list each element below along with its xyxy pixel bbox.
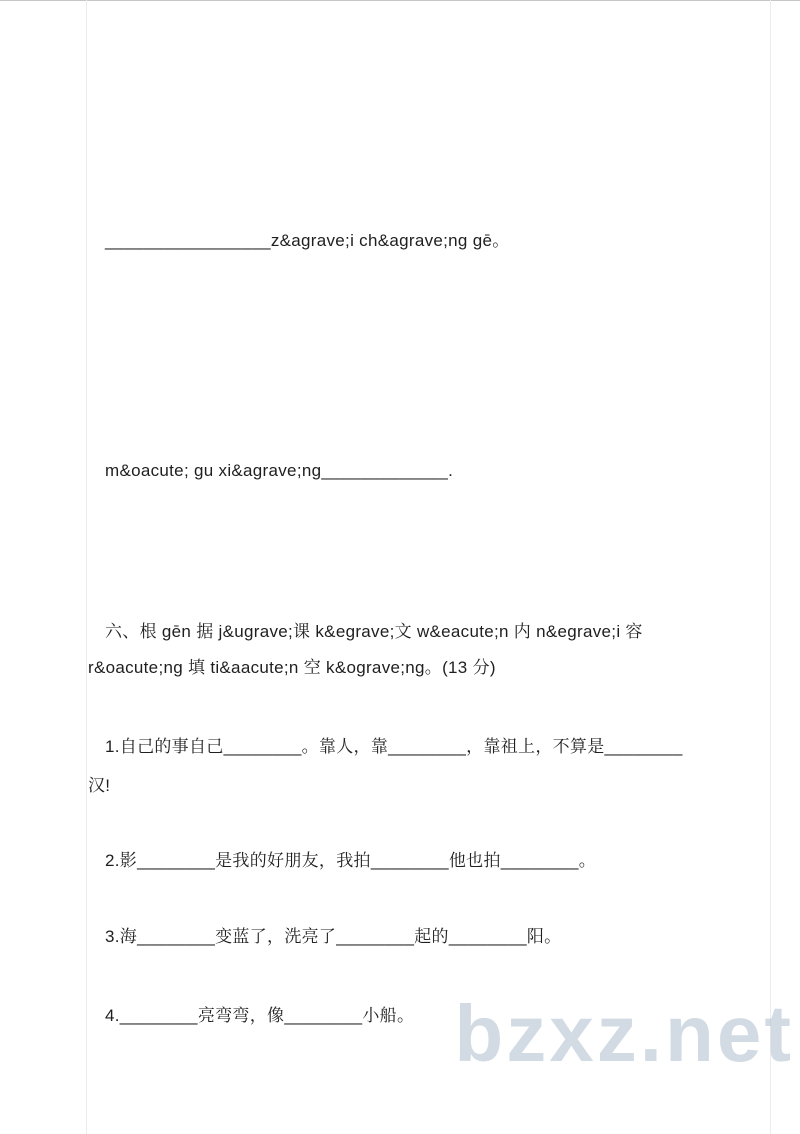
fill-item-1-line-1: 1.自己的事自己________。靠人，靠________，靠祖上，不算是________ — [105, 737, 683, 756]
fill-item-1-line-2: 汉! — [88, 776, 111, 795]
section-six-heading-line-2: r&oacute;ng 填 ti&aacute;n 空 k&ograve;ng。(13 分) — [88, 658, 496, 677]
page-right-border — [770, 0, 771, 1134]
site-watermark: bzxz.net — [454, 989, 794, 1078]
pinyin-blank-line-2: m&oacute; gu xi&agrave;ng_____________. — [105, 461, 454, 480]
fill-item-4: 4.________亮弯弯，像________小船。 — [105, 1006, 415, 1025]
pinyin-blank-line-1: _________________z&agrave;i ch&agrave;ng gē。 — [105, 231, 510, 250]
page-top-border — [0, 0, 800, 1]
section-six-heading-line-1: 六、根 gēn 据 j&ugrave;课 k&egrave;文 w&eacute;n 内 n&egrave;i 容 — [105, 622, 643, 641]
fill-item-3: 3.海________变蓝了，洗亮了________起的________阳。 — [105, 927, 562, 946]
page-left-border — [86, 0, 87, 1134]
fill-item-2: 2.影________是我的好朋友，我拍________他也拍________。 — [105, 851, 597, 870]
